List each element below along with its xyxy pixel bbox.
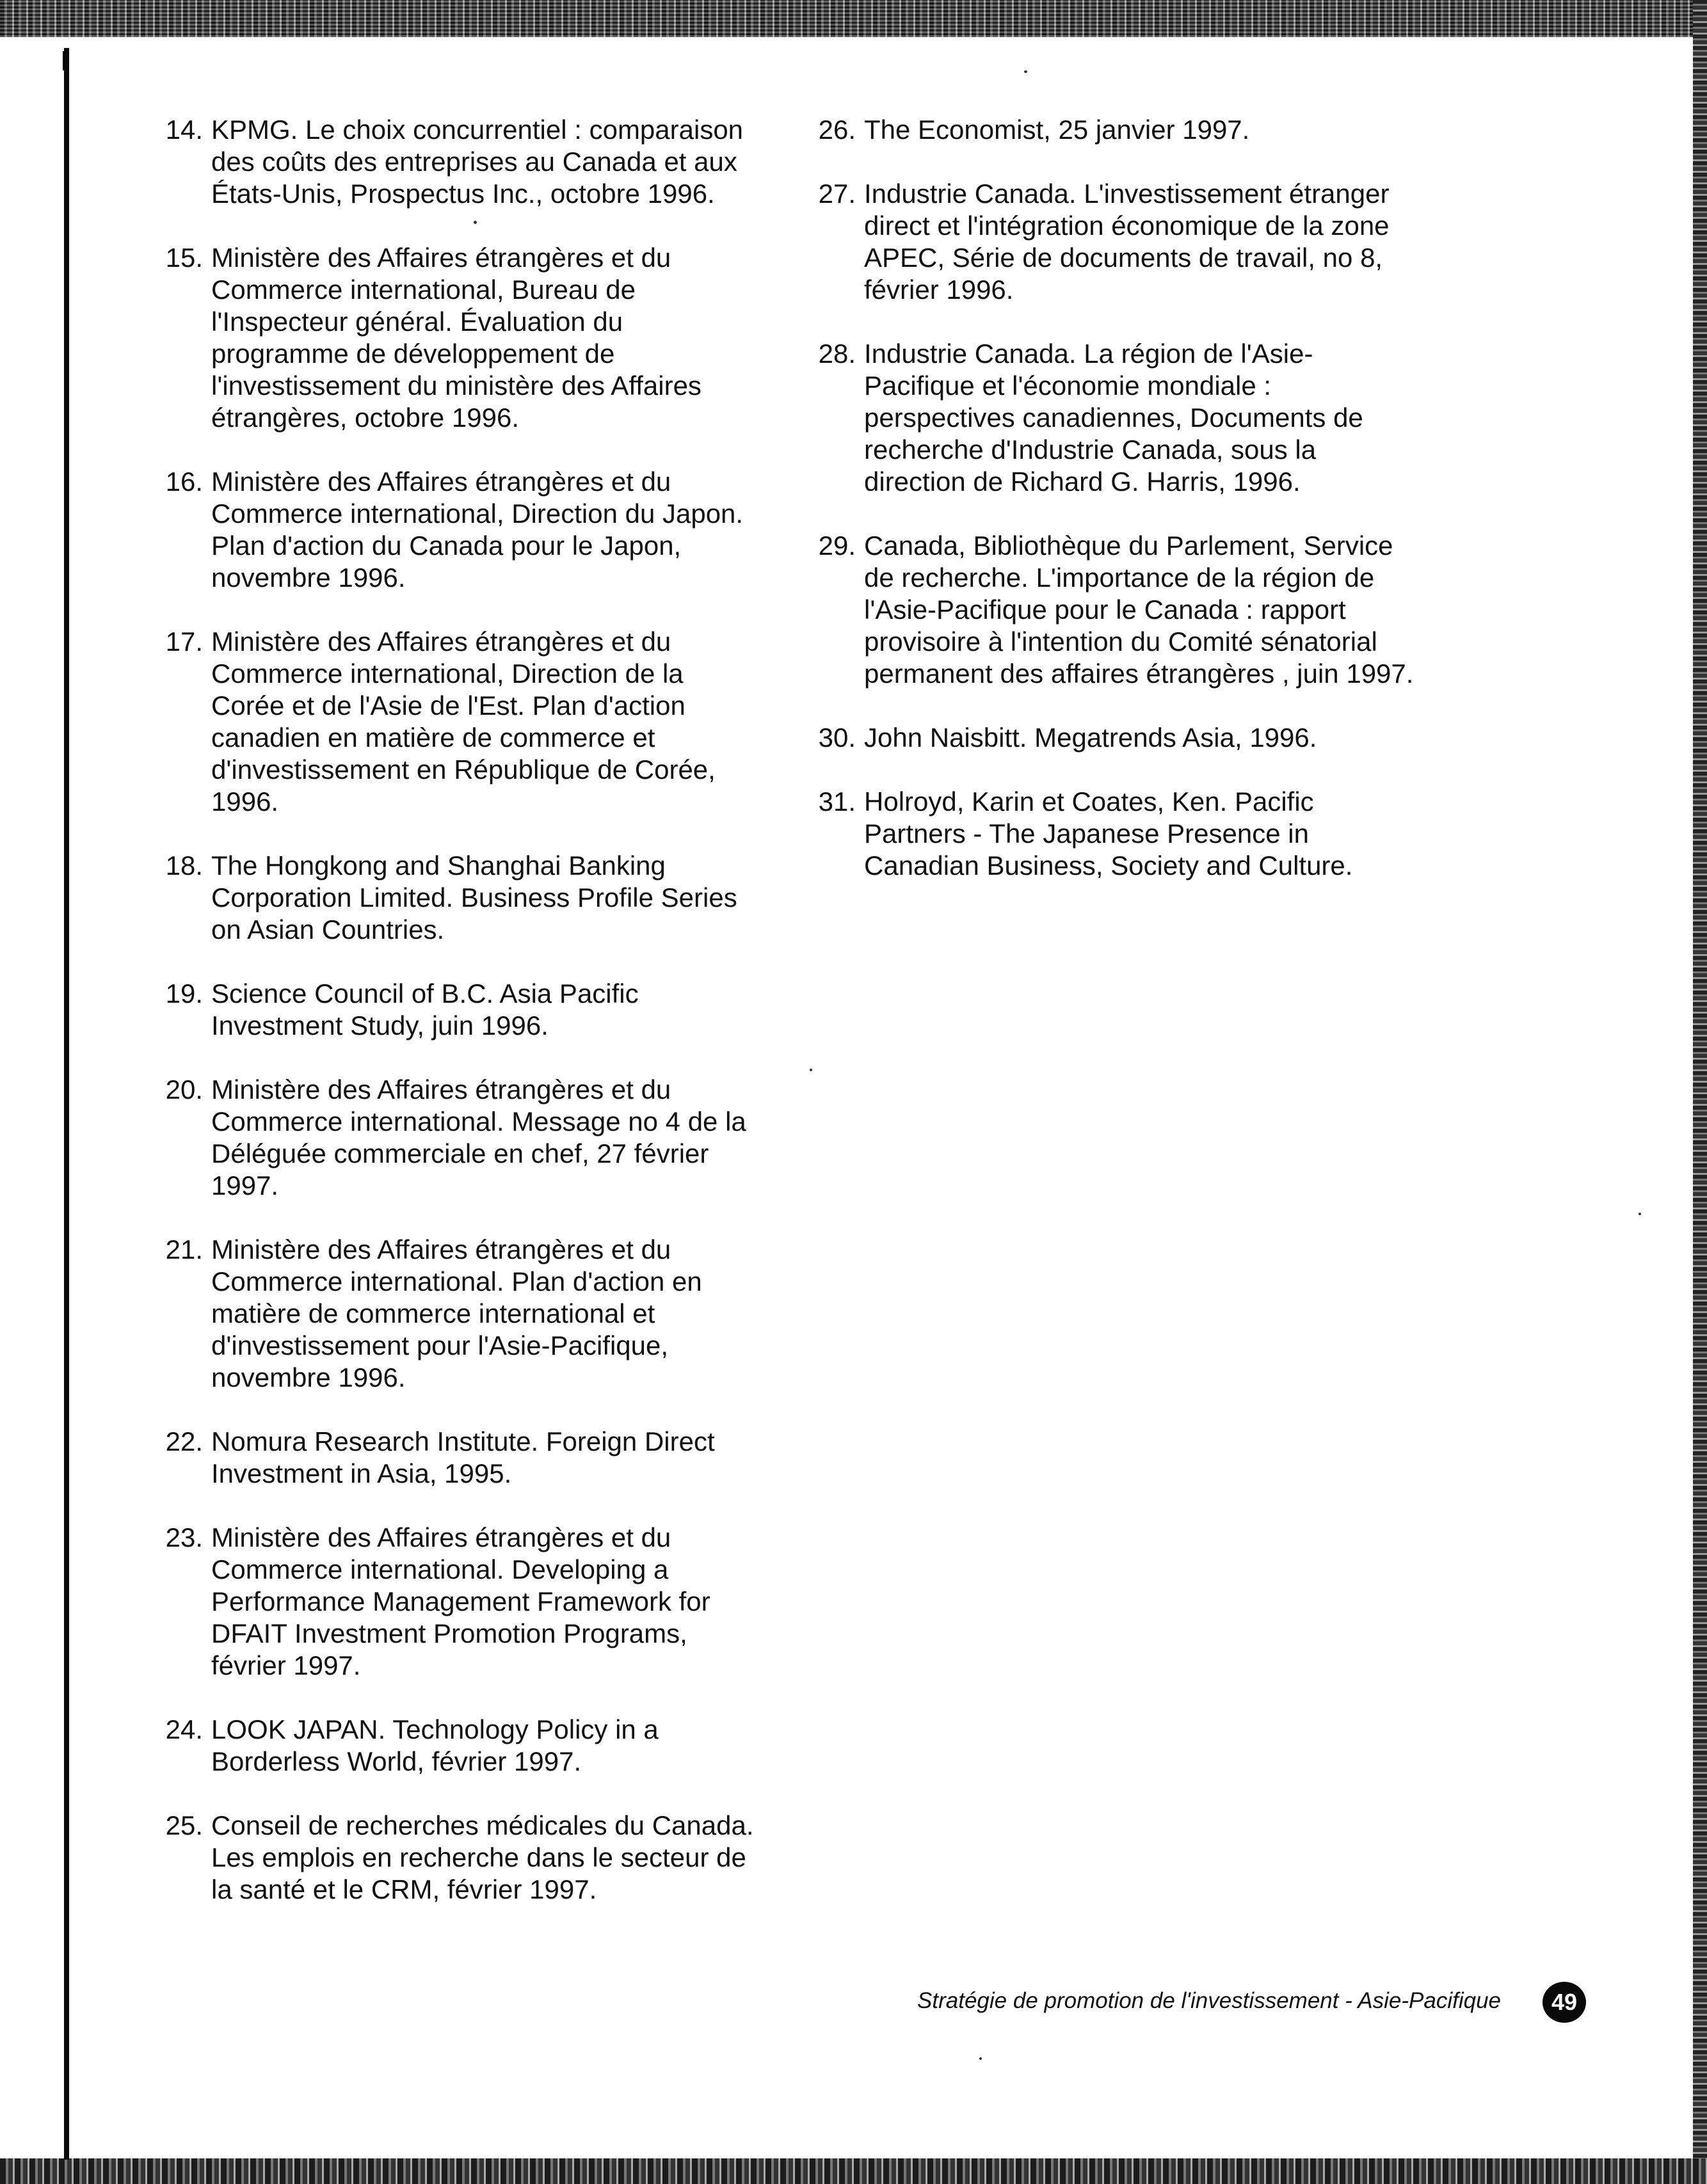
reference-item — [147, 626, 762, 818]
reference-text: Holroyd, Karin et Coates, Ken. Pacific Partners - The Japanese Presence in Canadian Business, Society and Culture. — [864, 786, 1353, 881]
scan-speck — [474, 221, 477, 224]
reference-text: Science Council of B.C. Asia Pacific Investment Study, juin 1996. — [211, 978, 639, 1040]
reference-number: 18. — [165, 850, 203, 881]
reference-item — [800, 786, 1414, 882]
reference-item — [147, 1074, 762, 1202]
scan-border-top — [0, 0, 1707, 37]
reference-text: Ministère des Affaires étrangères et du Commerce international. Message no 4 de la Déléguée commerciale en chef, 27 février 1997. — [211, 1074, 746, 1200]
reference-text: Industrie Canada. La région de l'Asie-Pacifique et l'économie mondiale : perspectives canadiennes, Documents de recherche d'Industrie Canada, sous la direction de Richard G. Harris, 1996. — [864, 339, 1363, 497]
reference-text: Ministère des Affaires étrangères et du Commerce international, Bureau de l'Inspecteur général. Évaluation du programme de développement de l'investissement du ministère des Affaires étrangères, octobre 1996. — [211, 243, 701, 433]
reference-item — [147, 242, 762, 434]
reference-text: Ministère des Affaires étrangères et du Commerce international, Direction du Japon. Plan d'action du Canada pour le Japon, novembre 1996. — [211, 466, 744, 593]
reference-number: 28. — [818, 339, 856, 369]
reference-number: 23. — [165, 1522, 203, 1552]
reference-number: 22. — [165, 1426, 203, 1456]
left-binding-tick — [63, 51, 65, 70]
reference-item — [147, 114, 762, 210]
scan-speck — [979, 2057, 982, 2060]
reference-number: 21. — [165, 1234, 203, 1264]
reference-item — [147, 1522, 762, 1682]
reference-number: 24. — [165, 1714, 203, 1744]
reference-item — [147, 466, 762, 594]
reference-text: Ministère des Affaires étrangères et du Commerce international. Developing a Performance Management Framework for DFAIT Investment Promotion Programs, février 1997. — [211, 1522, 710, 1680]
reference-number: 17. — [165, 626, 203, 657]
left-binding-rule — [64, 48, 69, 2160]
reference-number: 19. — [165, 978, 203, 1008]
reference-text: Industrie Canada. L'investissement étranger direct et l'intégration économique de la zone APEC, Série de documents de travail, no 8, février 1996. — [864, 179, 1390, 305]
reference-item — [800, 530, 1414, 690]
reference-item — [800, 114, 1414, 146]
reference-text: Nomura Research Institute. Foreign Direct Investment in Asia, 1995. — [211, 1426, 715, 1488]
reference-number: 26. — [818, 115, 856, 145]
reference-item — [147, 1234, 762, 1394]
reference-item — [147, 850, 762, 946]
scan-speck — [810, 1069, 812, 1071]
reference-number: 16. — [165, 466, 203, 497]
reference-text: Ministère des Affaires étrangères et du Commerce international. Plan d'action en matière de commerce international et d'investissement pour l'Asie-Pacifique, novembre 1996. — [211, 1234, 702, 1392]
references-right-column — [800, 114, 1414, 914]
reference-number: 14. — [165, 115, 203, 145]
reference-item — [800, 338, 1414, 498]
reference-item — [800, 178, 1414, 306]
reference-item — [147, 1810, 762, 1906]
scan-border-right — [1693, 0, 1707, 2184]
scan-border-bottom — [0, 2158, 1707, 2184]
reference-number: 20. — [165, 1074, 203, 1104]
footer-title: Stratégie de promotion de l'investissement - Asie-Pacifique — [917, 1988, 1501, 2013]
reference-number: 25. — [165, 1810, 203, 1840]
reference-item — [147, 1714, 762, 1778]
reference-number: 27. — [818, 179, 856, 209]
references-left-column — [147, 114, 762, 1938]
reference-number: 30. — [818, 722, 856, 753]
page-number-badge: 49 — [1543, 1982, 1586, 2023]
reference-number: 15. — [165, 243, 203, 273]
scan-speck — [1639, 1213, 1641, 1215]
reference-text: Conseil de recherches médicales du Canada. Les emplois en recherche dans le secteur de la santé et le CRM, février 1997. — [211, 1810, 754, 1904]
reference-text: LOOK JAPAN. Technology Policy in a Borderless World, février 1997. — [211, 1714, 659, 1776]
reference-text: Canada, Bibliothèque du Parlement, Service de recherche. L'importance de la région de l'Asie-Pacifique pour le Canada : rapport provisoire à l'intention du Comité sénatorial permanent des affaires étrangères , juin 1997. — [864, 530, 1414, 689]
reference-text: KPMG. Le choix concurrentiel : comparaison des coûts des entreprises au Canada et aux États-Unis, Prospectus Inc., octobre 1996. — [211, 115, 744, 209]
reference-item — [800, 722, 1414, 754]
reference-number: 31. — [818, 786, 856, 817]
reference-text: The Hongkong and Shanghai Banking Corporation Limited. Business Profile Series on Asian Countries. — [211, 850, 737, 945]
reference-text: The Economist, 25 janvier 1997. — [864, 115, 1250, 145]
reference-text: Ministère des Affaires étrangères et du Commerce international, Direction de la Corée et de l'Asie de l'Est. Plan d'action canadien en matière de commerce et d'investissement en République de Corée, 1996. — [211, 626, 716, 817]
reference-number: 29. — [818, 530, 856, 561]
reference-item — [147, 978, 762, 1042]
scan-speck — [1024, 70, 1027, 73]
reference-item — [147, 1426, 762, 1490]
reference-text: John Naisbitt. Megatrends Asia, 1996. — [864, 722, 1317, 753]
